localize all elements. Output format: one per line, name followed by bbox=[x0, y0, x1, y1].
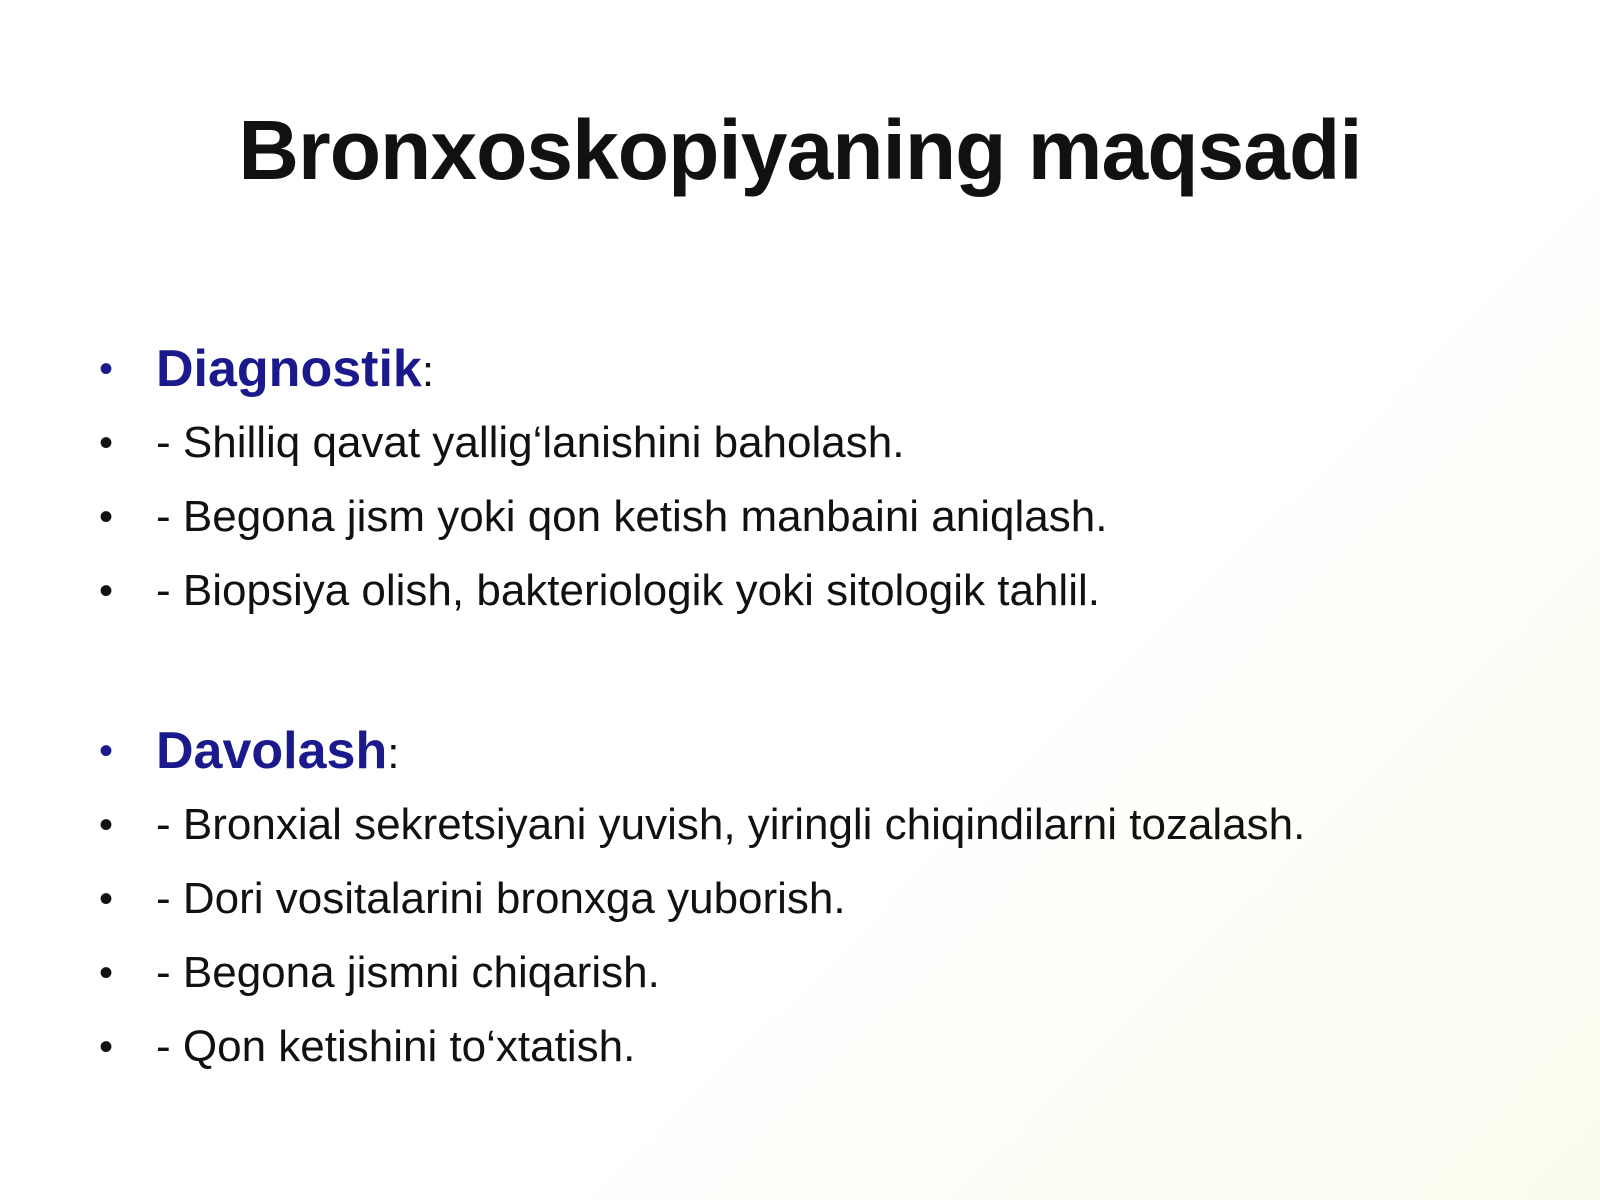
list-item bbox=[96, 480, 1536, 554]
heading-colon: : bbox=[421, 347, 435, 396]
list-item bbox=[96, 788, 1536, 862]
bullet-icon: • bbox=[98, 803, 113, 847]
section-heading-diagnostik bbox=[96, 332, 1536, 406]
bullet-icon: • bbox=[98, 569, 113, 613]
bullet-icon: • bbox=[98, 495, 113, 539]
section-heading-text: Diagnostik bbox=[156, 340, 422, 398]
list-item bbox=[96, 554, 1536, 628]
bullet-icon: • bbox=[98, 347, 113, 391]
section-spacer bbox=[96, 628, 1536, 714]
list-item-text: - Dori vositalarini bronxga yuborish. bbox=[156, 874, 846, 923]
list-item bbox=[96, 406, 1536, 480]
list-item-text: - Biopsiya olish, bakteriologik yoki sitologik tahlil. bbox=[156, 566, 1100, 615]
list-item-text: - Bronxial sekretsiyani yuvish, yiringli chiqindilarni tozalash. bbox=[156, 800, 1306, 849]
list-item-text: - Shilliq qavat yallig‘lanishini baholash. bbox=[156, 418, 905, 467]
bullet-icon: • bbox=[98, 1025, 113, 1069]
list-item bbox=[96, 936, 1536, 1010]
list-item-text: - Begona jismni chiqarish. bbox=[156, 948, 660, 997]
list-item-text: - Qon ketishini to‘xtatish. bbox=[156, 1022, 636, 1071]
bullet-list bbox=[96, 332, 1536, 1084]
section-heading-text: Davolash bbox=[156, 722, 388, 780]
list-item-text: - Begona jism yoki qon ketish manbaini aniqlash. bbox=[156, 492, 1108, 541]
bullet-icon: • bbox=[98, 421, 113, 465]
bullet-icon: • bbox=[98, 729, 113, 773]
list-item bbox=[96, 862, 1536, 936]
bullet-icon: • bbox=[98, 877, 113, 921]
list-item bbox=[96, 1010, 1536, 1084]
slide-title: Bronxoskopiyaning maqsadi bbox=[238, 103, 1362, 197]
section-heading-davolash bbox=[96, 714, 1536, 788]
bullet-icon: • bbox=[98, 951, 113, 995]
heading-colon: : bbox=[387, 729, 400, 778]
